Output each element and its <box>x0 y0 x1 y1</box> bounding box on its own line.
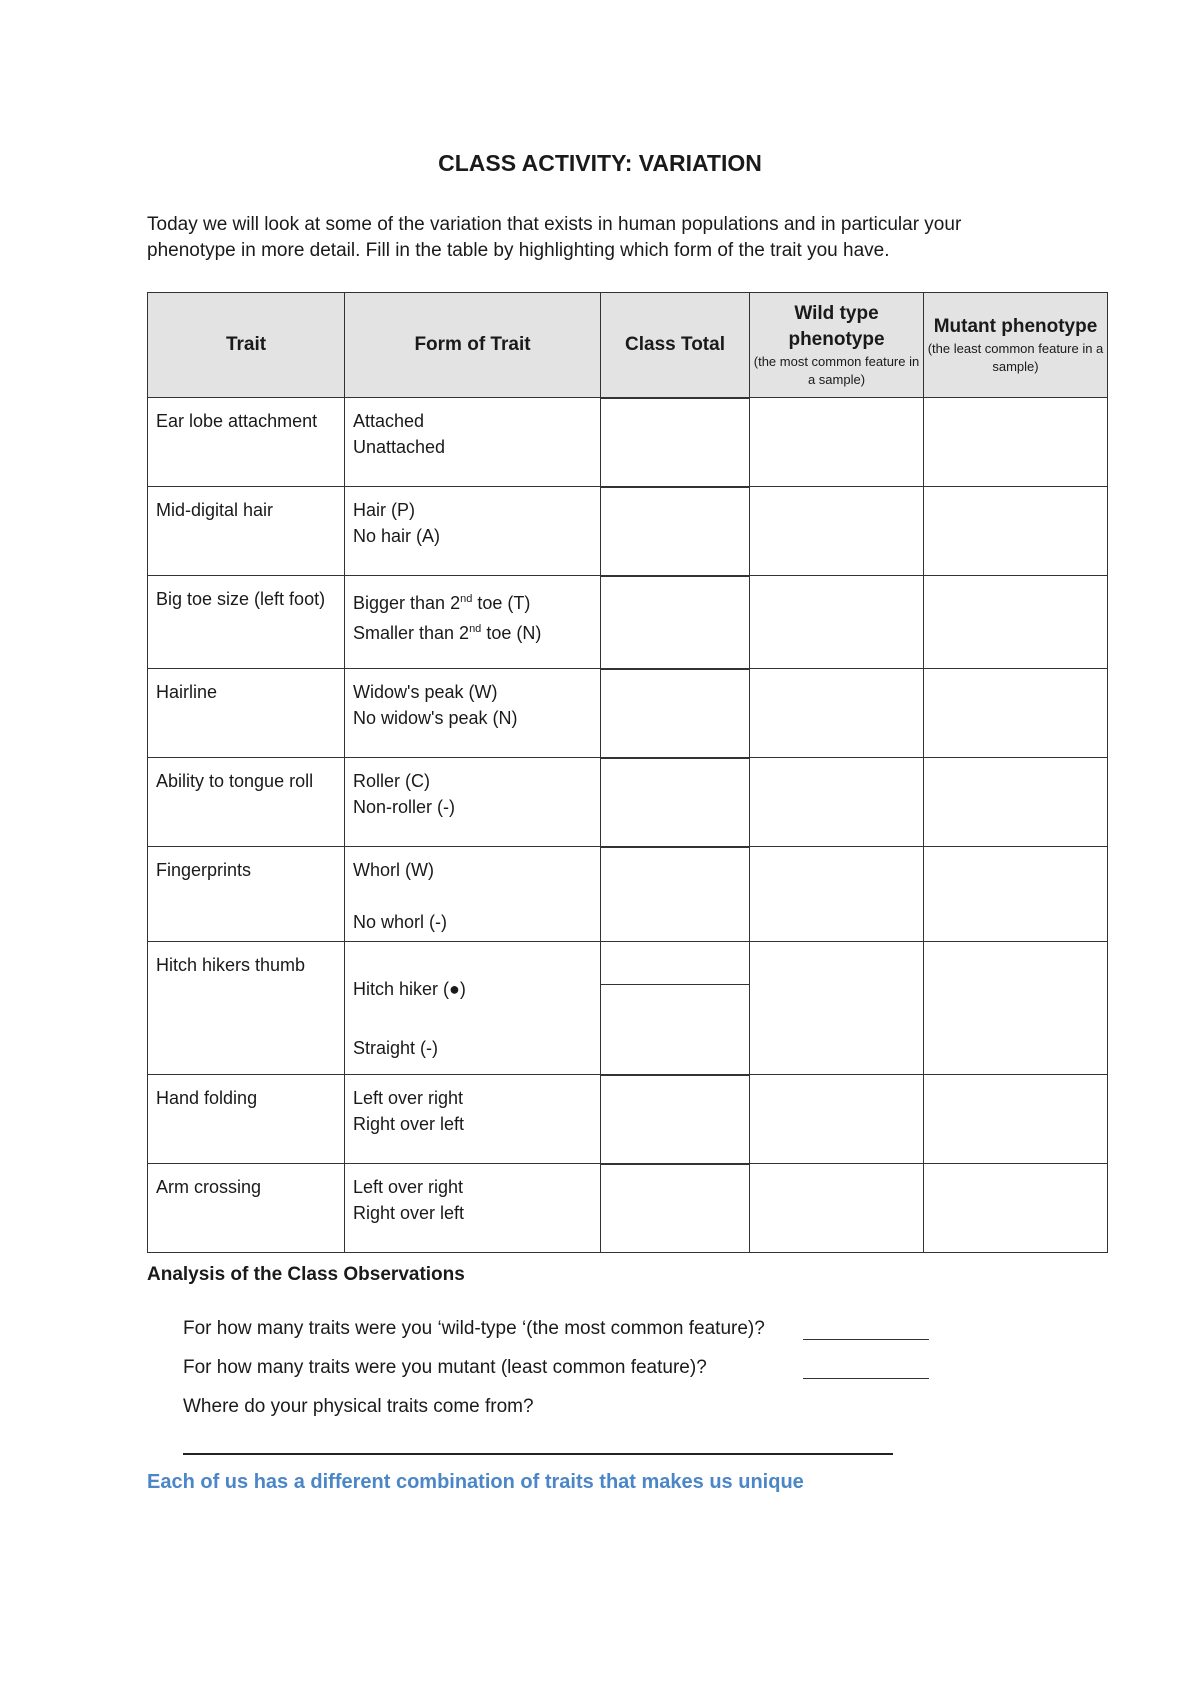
page-title: CLASS ACTIVITY: VARIATION <box>438 150 762 176</box>
class-total-cell[interactable] <box>601 847 750 942</box>
mutant-cell[interactable] <box>924 942 1108 1075</box>
header-wild-type-note: (the most common feature in a sample) <box>753 354 920 387</box>
class-total-input[interactable] <box>601 758 749 759</box>
form-option: Right over left <box>353 1114 465 1134</box>
mutant-cell[interactable] <box>924 758 1108 847</box>
class-total-cell[interactable] <box>601 669 750 758</box>
traits-table <box>147 292 1108 1253</box>
wild-type-cell[interactable] <box>750 1164 924 1253</box>
class-total-input[interactable] <box>601 984 749 985</box>
header-mutant-label: Mutant phenotype <box>933 316 1098 337</box>
class-total-cell[interactable] <box>601 487 750 576</box>
trait-name: Mid-digital hair <box>156 500 274 520</box>
mutant-cell[interactable] <box>924 1164 1108 1253</box>
class-total-input[interactable] <box>601 942 749 984</box>
class-total-cell[interactable] <box>601 1164 750 1253</box>
class-total-input[interactable] <box>601 1164 749 1165</box>
class-total-input[interactable] <box>601 487 749 488</box>
wild-type-cell[interactable] <box>750 1075 924 1164</box>
trait-forms <box>345 942 600 1061</box>
mutant-cell[interactable] <box>924 487 1108 576</box>
table-row <box>148 398 1108 487</box>
class-total-cell[interactable] <box>601 576 750 669</box>
trait-forms <box>345 398 600 460</box>
wild-type-cell[interactable] <box>750 669 924 758</box>
form-option: Non-roller (-) <box>353 797 456 817</box>
intro-line-2: phenotype in more detail. Fill in the table by highlighting which form of the trait you have. <box>147 240 890 261</box>
table-row <box>148 942 1108 1075</box>
answer-line-trait-origin[interactable] <box>183 1453 893 1455</box>
table-row <box>148 576 1108 669</box>
analysis-heading: Analysis of the Class Observations <box>147 1264 465 1285</box>
intro-paragraph <box>147 212 1067 264</box>
form-option: Unattached <box>353 437 446 457</box>
table-row <box>148 847 1108 942</box>
class-total-input[interactable] <box>601 576 749 577</box>
class-total-cell[interactable] <box>601 942 750 1075</box>
class-total-cell[interactable] <box>601 1075 750 1164</box>
form-option: Bigger than 2nd toe (T) <box>353 593 531 613</box>
trait-forms <box>345 576 600 646</box>
mutant-cell[interactable] <box>924 576 1108 669</box>
trait-forms <box>345 1075 600 1137</box>
trait-forms <box>345 847 600 935</box>
trait-forms <box>345 1164 600 1226</box>
wild-type-cell[interactable] <box>750 758 924 847</box>
table-row <box>148 758 1108 847</box>
form-option: No hair (A) <box>353 526 441 546</box>
header-mutant-note: (the least common feature in a sample) <box>927 341 1104 374</box>
trait-forms <box>345 669 600 731</box>
intro-line-1: Today we will look at some of the variation that exists in human populations and in particular your <box>147 214 962 235</box>
mutant-cell[interactable] <box>924 847 1108 942</box>
trait-name: Arm crossing <box>156 1177 262 1197</box>
trait-name: Hairline <box>156 682 218 702</box>
class-total-input[interactable] <box>601 847 749 848</box>
class-total-input[interactable] <box>601 669 749 670</box>
trait-forms <box>345 487 600 549</box>
form-option: Left over right <box>353 1177 464 1197</box>
form-option: Hair (P) <box>353 500 415 520</box>
class-total-cell[interactable] <box>601 398 750 487</box>
tagline: Each of us has a different combination of traits that makes us unique <box>147 1471 804 1493</box>
wild-type-cell[interactable] <box>750 942 924 1075</box>
header-class-total: Class Total <box>601 293 750 398</box>
trait-name: Big toe size (left foot) <box>156 589 326 609</box>
mutant-cell[interactable] <box>924 398 1108 487</box>
form-option: Right over left <box>353 1203 465 1223</box>
form-option: Left over right <box>353 1088 464 1108</box>
wild-type-cell[interactable] <box>750 487 924 576</box>
question-wild-type-count: For how many traits were you ‘wild-type ‘(the most common feature)? <box>183 1318 765 1339</box>
wild-type-cell[interactable] <box>750 398 924 487</box>
table-row <box>148 487 1108 576</box>
table-header-row <box>148 293 1108 398</box>
trait-name: Ear lobe attachment <box>156 411 318 431</box>
trait-forms <box>345 758 600 820</box>
question-trait-origin: Where do your physical traits come from? <box>183 1396 534 1417</box>
header-wild-type <box>750 293 924 398</box>
table-row <box>148 1075 1108 1164</box>
header-wild-type-label: Wild type phenotype <box>788 303 885 350</box>
table-row <box>148 669 1108 758</box>
form-option: Straight (-) <box>353 1038 439 1058</box>
form-option: Widow's peak (W) <box>353 682 498 702</box>
wild-type-cell[interactable] <box>750 847 924 942</box>
class-total-input[interactable] <box>601 398 749 399</box>
table-row <box>148 1164 1108 1253</box>
form-option: Hitch hiker (●) <box>353 979 466 999</box>
form-option: Smaller than 2nd toe (N) <box>353 623 542 643</box>
mutant-cell[interactable] <box>924 1075 1108 1164</box>
header-mutant <box>924 293 1108 398</box>
trait-name: Hand folding <box>156 1088 258 1108</box>
header-form-of-trait: Form of Trait <box>345 293 601 398</box>
answer-blank-wild-type[interactable] <box>803 1338 929 1340</box>
trait-name: Fingerprints <box>156 860 252 880</box>
answer-blank-mutant[interactable] <box>803 1377 929 1379</box>
mutant-cell[interactable] <box>924 669 1108 758</box>
form-option: Roller (C) <box>353 771 431 791</box>
trait-name: Hitch hikers thumb <box>156 955 306 975</box>
form-option: Whorl (W) <box>353 860 434 880</box>
wild-type-cell[interactable] <box>750 576 924 669</box>
form-option: No widow's peak (N) <box>353 708 518 728</box>
form-option: Attached <box>353 411 425 431</box>
header-trait: Trait <box>148 293 345 398</box>
form-option: No whorl (-) <box>353 912 448 932</box>
class-total-cell[interactable] <box>601 758 750 847</box>
question-mutant-count: For how many traits were you mutant (least common feature)? <box>183 1357 707 1378</box>
class-total-input[interactable] <box>601 1075 749 1076</box>
trait-name: Ability to tongue roll <box>156 771 314 791</box>
